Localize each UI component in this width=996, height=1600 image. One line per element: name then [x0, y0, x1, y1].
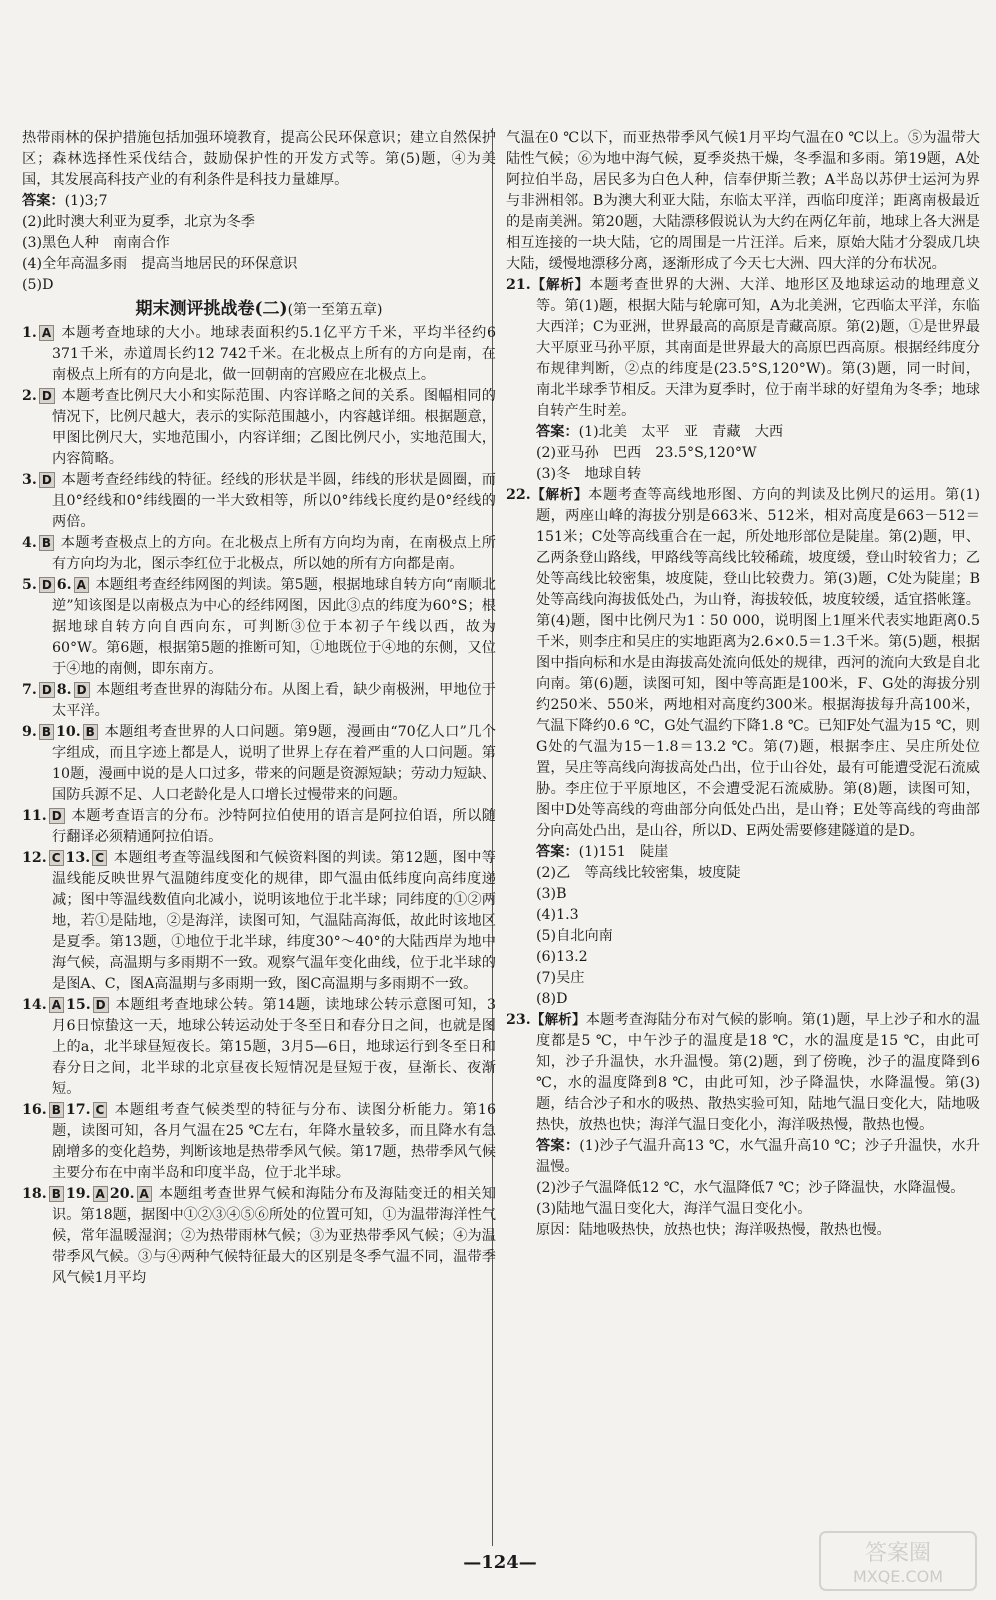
answer-choice-box: C — [93, 1102, 108, 1118]
question-number: 8. — [56, 682, 72, 698]
answer-line: (3)陆地气温日变化大，海洋气温日变化小。 — [536, 1201, 812, 1217]
answer-choice-box: A — [49, 997, 64, 1013]
answer-choice-box: B — [83, 724, 98, 740]
question-number: 2. — [22, 388, 37, 404]
question-number: 7. — [22, 682, 37, 698]
answer-line: (2)此时澳大利亚为夏季，北京为冬季 — [22, 214, 255, 230]
answer-line: (2)亚马孙 巴西 23.5°S,120°W — [536, 445, 757, 461]
answer-block — [506, 842, 980, 1010]
question-item — [22, 1184, 496, 1289]
question-explanation: 本题考查海陆分布对气候的影响。第(1)题，早上沙子和水的温度都是5 ℃，中午沙子的温度是18 ℃，水的温度是15 ℃，由此可知，沙子升温快，水升温慢。第(2)题，到了傍晚，沙子的温度降到6 ℃，水的温度降到8 ℃，由此可知，沙子降温快，水降温慢。第(3)题，结合沙子和水的吸热、散热实验可知，陆地气温日变化大，陆地吸热快，放热也快；海洋气温日变化小，海洋吸热慢，散热也慢。 — [536, 1012, 980, 1133]
question-item — [22, 806, 496, 848]
answer-choice-box: B — [49, 1102, 64, 1118]
question-item — [22, 575, 496, 680]
question-number: 19. — [65, 1186, 91, 1202]
answer-choice-box: D — [39, 388, 55, 404]
answer-line: (5)D — [22, 277, 54, 293]
answer-choice-box: D — [74, 682, 90, 698]
answer-line: (3)黑色人种 南南合作 — [22, 235, 170, 251]
answer-choice-box: B — [39, 535, 54, 551]
right-intro: 气温在0 ℃以下，而亚热带季风气候1月平均气温在0 ℃以上。⑤为温带大陆性气候；⑥为地中海气候，夏季炎热干燥，冬季温和多雨。第19题，A处阿拉伯半岛，居民多为白色人种，信奉伊斯兰教；A半岛以苏伊士运河为界与非洲相邻。B为澳大利亚大陆，东临太平洋，西临印度洋；距离南极最近的是南美洲。第20题，大陆漂移假说认为大约在两亿年前，地球上各大洲是相互连接的一块大陆，它的周围是一片汪洋。后来，原始大陆才分裂成几块大陆，缓慢地漂移分离，逐渐形成了今天七大洲、四大洋的分布状况。 — [506, 130, 980, 272]
question-item — [22, 470, 496, 533]
question-item — [22, 680, 496, 722]
answer-choice-box: D — [39, 472, 55, 488]
question-explanation: 本题组考查世界的海陆分布。从图上看，缺少南极洲，甲地位于太平洋。 — [52, 682, 496, 719]
answer-line: (3)B — [536, 886, 567, 902]
question-item — [506, 275, 980, 422]
question-item — [22, 533, 496, 575]
question-number: 9. — [22, 724, 37, 740]
question-number: 22. — [506, 487, 531, 503]
answer-line: (5)自北向南 — [536, 928, 613, 944]
left-items — [22, 323, 496, 1289]
answer-line: (7)吴庄 — [536, 970, 585, 986]
answer-block — [506, 1136, 980, 1241]
question-item — [506, 485, 980, 842]
answer-choice-box: C — [92, 850, 107, 866]
answer-line: (1)151 陡崖 — [578, 844, 669, 860]
answer-choice-box: C — [49, 850, 64, 866]
answer-choice-box: B — [39, 724, 54, 740]
svg-text:MXQE.COM: MXQE.COM — [852, 1567, 944, 1586]
left-column — [22, 128, 496, 1548]
question-number: 10. — [55, 724, 81, 740]
analysis-tag: 【解析】 — [530, 277, 590, 293]
answer-choice-box: D — [49, 808, 65, 824]
analysis-tag: 【解析】 — [530, 487, 589, 503]
question-explanation: 本题组考查等温线图和气候资料图的判读。第12题，图中等温线能反映世界气温随纬度变化的规律，即气温由低纬度向高纬度递减；图中等温线数值向北减小，说明该地位于北半球；同纬度的①②两地，若①是陆地，②是海洋，读图可知，气温陆高海低，故此时该地区是夏季。第13题，①地位于北半球，纬度30°～40°的大陆西岸为地中海气候，高温期与多雨期不一致。观察气温年变化曲线，位于北半球的是图A、C，图A高温期与多雨期一致，图C高温期与多雨期不一致。 — [52, 850, 496, 992]
question-number: 6. — [56, 577, 72, 593]
question-number: 3. — [22, 472, 37, 488]
question-number: 16. — [22, 1102, 47, 1118]
question-number: 23. — [506, 1012, 531, 1028]
section-title — [22, 299, 496, 321]
answer-choice-box: D — [39, 682, 55, 698]
answer-label: 答案： — [22, 193, 65, 209]
question-number: 18. — [22, 1186, 47, 1202]
answer-line: (1)沙子气温升高13 ℃，水气温升高10 ℃；沙子升温快，水升温慢。 — [536, 1138, 980, 1175]
question-explanation: 本题组考查经纬网图的判读。第5题，根据地球自转方向“南顺北逆”知该图是以南极点为中心的经纬网图，因此③点的纬度为60°S；根据地球自转方向自西向东，可判断③位于本初子午线以西，故为60°W。第6题，根据第5题的推断可知，①地既位于④地的东侧，又位于④地的南侧，即东南方。 — [52, 577, 496, 677]
question-number: 11. — [22, 808, 47, 824]
answer-choice-box: A — [74, 577, 89, 593]
answer-line: (4)1.3 — [536, 907, 579, 923]
question-explanation: 本题考查世界的大洲、大洋、地形区及地球运动的地理意义等。第(1)题，根据大陆与轮廓可知，A为北美洲，它西临太平洋，东临大西洋；C为亚洲，世界最高的高原是青藏高原。第(2)题，①是世界最大平原亚马孙平原，其南面是世界最大的高原巴西高原。根据经纬度分布规律判断，②点的纬度是(23.5°S,120°W)。第(3)题，同一时间，南北半球季节相反。天津为夏季时，位于南半球的好望角为冬季；地球自转产生时差。 — [536, 277, 980, 419]
answer-choice-box: D — [93, 997, 109, 1013]
question-number: 20. — [109, 1186, 135, 1202]
question-explanation: 本题考查地球的大小。地球表面积约5.1亿平方千米，平均半径约6 371千米，赤道周长约12 742千米。在北极点上所有的方向是南，在南极点上所有的方向是北，做一回朝南的宫殿应在北极点上。 — [52, 325, 496, 383]
svg-text:答案圈: 答案圈 — [864, 1541, 932, 1566]
question-number: 13. — [65, 850, 91, 866]
question-number: 14. — [22, 997, 47, 1013]
left-intro: 热带雨林的保护措施包括加强环境教育，提高公民环保意识；建立自然保护区；森林选择性采伐结合，鼓励保护性的开发方式等。第(5)题，④为美国，其发展高科技产业的有利条件是科技力量雄厚。 — [22, 130, 496, 188]
question-explanation: 本题考查等高线地形图、方向的判读及比例尺的运用。第(1)题，两座山峰的海拔分别是663米、512米，相对高度是663－512＝151米；C处等高线重合在一起，所处地形部位是陡崖。第(2)题，甲、乙两条登山路线，甲路线等高线比较稀疏，坡度缓，登山时较省力；乙处等高线比较密集，坡度陡，登山比较费力。第(3)题，C处为陡崖；B处等高线向海拔低处凸，为山脊，海拔较低，坡度较缓，适宜搭帐篷。第(4)题，图中比例尺为1∶50 000，说明图上1厘米代表实地距离0.5千米，则李庄和吴庄的实地距离为2.6×0.5＝1.3千米。第(5)题，根据图中指向标和水是由海拔高处流向低处的规律，西河的流向大致是自北向南。第(6)题，读图可知，图中等高距是100米，F、G处的海拔分别约250米、550米，两地相对高度约300米。根据海拔每升高100米，气温下降约0.6 ℃，G处气温约下降1.8 ℃。已知F处气温为15 ℃，则G处的气温为15－1.8＝13.2 ℃。第(7)题，根据李庄、吴庄所处位置，吴庄等高线向海拔高处凸出，位于山谷处，最有可能遭受泥石流威胁。李庄位于平原地区，不会遭受泥石流威胁。第(8)题，读图可知，图中D处等高线的弯曲部分向低处凸出，是山脊；E处等高线的弯曲部分向高处凸出，是山谷，所以D、E两处需要修建隧道的是D。 — [536, 487, 980, 839]
answer-choice-box: D — [39, 577, 55, 593]
answer-line: (2)沙子气温降低12 ℃，水气温降低7 ℃；沙子降温快，水降温慢。 — [536, 1180, 965, 1196]
section-title-sub: (第一至第五章) — [287, 302, 383, 318]
question-item — [22, 722, 496, 806]
answer-choice-box: A — [93, 1186, 108, 1202]
watermark-logo — [818, 1530, 978, 1592]
answer-line: (1)北美 太平 亚 青藏 大西 — [578, 424, 784, 440]
answer-line: (6)13.2 — [536, 949, 588, 965]
question-item — [22, 1100, 496, 1184]
question-explanation: 本题组考查世界的人口问题。第9题，漫画由“70亿人口”几个字组成，而且字迹上都是人，说明了世界上存在着严重的人口问题。第10题，漫画中说的是人口过多，带来的问题是资源短缺；劳动力短缺、国防兵源不足、人口老龄化是人口增长过慢带来的问题。 — [52, 724, 496, 803]
answer-block — [506, 422, 980, 485]
answer-line: (8)D — [536, 991, 568, 1007]
question-number: 17. — [65, 1102, 91, 1118]
question-number: 15. — [65, 997, 91, 1013]
question-number: 12. — [22, 850, 47, 866]
question-number: 4. — [22, 535, 37, 551]
answer-line: (4)全年高温多雨 提高当地居民的环保意识 — [22, 256, 298, 272]
answer-line: 原因：陆地吸热快，放热也快；海洋吸热慢，散热也慢。 — [536, 1222, 891, 1238]
answer-choice-box: B — [49, 1186, 64, 1202]
answer-choice-box: A — [39, 325, 54, 341]
question-number: 21. — [506, 277, 531, 293]
answer-label: 答案： — [536, 1138, 580, 1154]
question-item — [22, 995, 496, 1100]
question-explanation: 本题考查语言的分布。沙特阿拉伯使用的语言是阿拉伯语，所以随行翻译必须精通阿拉伯语。 — [52, 808, 496, 845]
answer-label: 答案： — [536, 424, 579, 440]
question-explanation: 本题考查极点上的方向。在北极点上所有方向均为南，在南极点上所有方向均为北，图示李红位于北极点，所以她的所有方向都是南。 — [52, 535, 496, 572]
question-explanation: 本题考查经纬线的特征。经线的形状是半圆，纬线的形状是圆圈，而且0°经线和0°纬线圈的一半大致相等，所以0°纬线长度约是0°经线的两倍。 — [52, 472, 496, 530]
answer-line: (1)3;7 — [64, 193, 108, 209]
answer-line: (3)冬 地球自转 — [536, 466, 642, 482]
analysis-tag: 【解析】 — [530, 1012, 586, 1028]
answer-choice-box: A — [137, 1186, 152, 1202]
section-title-main: 期末测评挑战卷(二) — [135, 299, 288, 319]
question-item — [22, 386, 496, 470]
answer-label: 答案： — [536, 844, 579, 860]
question-explanation: 本题组考查气候类型的特征与分布、读图分析能力。第16题，读图可知，各月气温在25 ℃左右，年降水量较多，而且降水有急剧增多的变化趋势，判断该地是热带季风气候。第17题，热带季风气候主要分布在中南半岛和印度半岛，位于北半球。 — [52, 1102, 496, 1181]
question-number: 1. — [22, 325, 37, 341]
question-item — [22, 323, 496, 386]
right-column — [506, 128, 980, 1548]
page-number: —124— — [463, 1552, 537, 1573]
question-number: 5. — [22, 577, 37, 593]
answer-line: (2)乙 等高线比较密集，坡度陡 — [536, 865, 741, 881]
right-items — [506, 275, 980, 1241]
question-explanation: 本题组考查世界气候和海陆分布及海陆变迁的相关知识。第18题，据图中①②③④⑤⑥所处的位置可知，①为温带海洋性气候，常年温暖湿润；②为热带雨林气候；③为亚热带季风气候；④为温带季风气候。③与④两种气候特征最大的区别是冬季气温不同，温带季风气候1月平均 — [52, 1186, 496, 1286]
question-explanation: 本题考查比例尺大小和实际范围、内容详略之间的关系。图幅相同的情况下，比例尺越大，表示的实际范围越小，内容越详细。根据题意，甲图比例尺大，实地范围小，内容详细；乙图比例尺小，实地范围大，内容简略。 — [52, 388, 496, 467]
left-answer-block — [22, 191, 496, 296]
question-item — [22, 848, 496, 995]
question-explanation: 本题组考查地球公转。第14题，读地球公转示意图可知，3月6日惊蛰这一天，地球公转运动处于冬至日和春分日之间，也就是图上的a，北半球昼短夜长。第15题，3月5—6日，地球运行到冬至日和春分日之间，北半球的北京昼夜长短情况是昼短于夜，昼渐长、夜渐短。 — [52, 997, 496, 1097]
question-item — [506, 1010, 980, 1136]
